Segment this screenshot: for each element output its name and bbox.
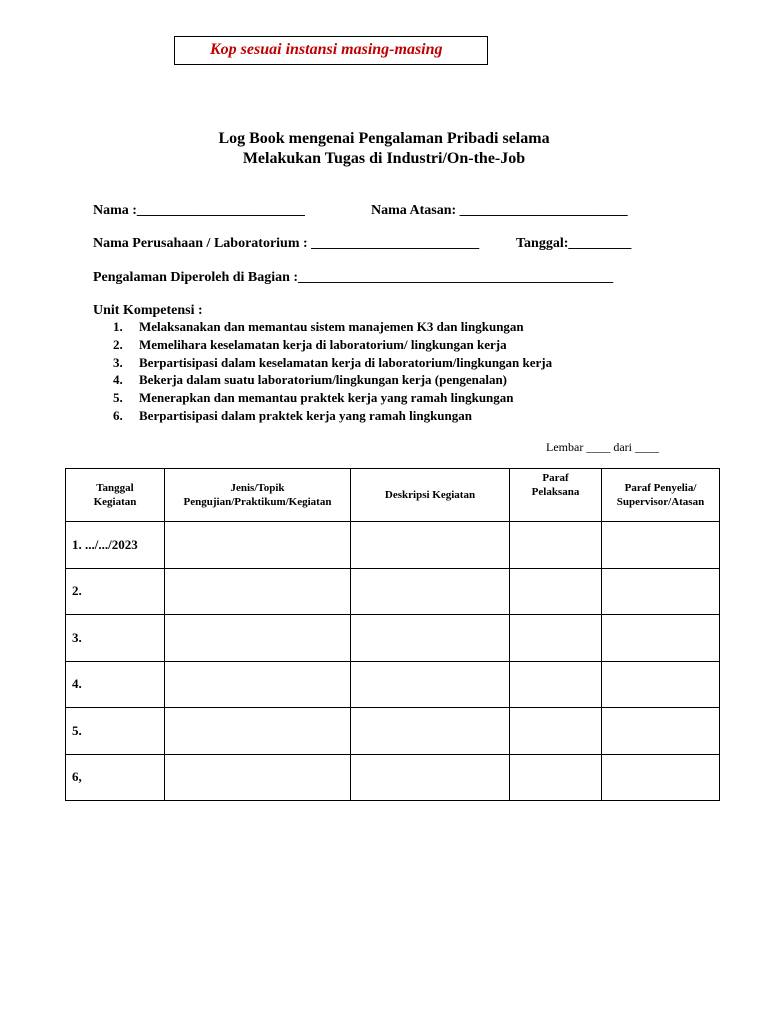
entry-cell[interactable]	[351, 568, 510, 615]
entry-cell[interactable]	[165, 522, 351, 569]
entry-cell[interactable]	[351, 708, 510, 755]
entry-cell[interactable]	[510, 708, 602, 755]
entry-cell[interactable]	[602, 661, 720, 708]
entry-cell[interactable]	[510, 568, 602, 615]
entry-cell[interactable]	[602, 568, 720, 615]
field-perusahaan-laboratorium[interactable]: Nama Perusahaan / Laboratorium : ________________________	[93, 236, 480, 251]
header-deskripsi-kegiatan: Deskripsi Kegiatan	[351, 469, 510, 522]
document-title-line-2: Melakukan Tugas di Industri/On-the-Job	[242, 150, 526, 167]
log-book-table	[65, 468, 720, 801]
document-title-line-1: Log Book mengenai Pengalaman Pribadi selama	[218, 130, 550, 147]
entry-cell[interactable]	[165, 708, 351, 755]
entry-cell[interactable]	[602, 754, 720, 801]
table-row	[66, 522, 720, 569]
entry-cell[interactable]	[165, 615, 351, 662]
entry-cell[interactable]	[351, 754, 510, 801]
table-header-row	[66, 469, 720, 522]
list-item: 6. Berpartisipasi dalam praktek kerja yang ramah lingkungan	[113, 407, 472, 423]
list-item: 3. Berpartisipasi dalam keselamatan kerja di laboratorium/lingkungan kerja	[113, 354, 553, 370]
header-paraf-penyelia: Paraf Penyelia/ Supervisor/Atasan	[602, 469, 720, 522]
header-jenis-topik: Jenis/Topik Pengujian/Praktikum/Kegiatan	[165, 469, 351, 522]
field-tanggal[interactable]: Tanggal:_________	[516, 236, 632, 251]
field-nama[interactable]: Nama :________________________	[93, 203, 305, 218]
entry-cell[interactable]	[510, 522, 602, 569]
row-date-cell[interactable]: 2.	[66, 568, 165, 615]
entry-cell[interactable]	[510, 661, 602, 708]
entry-cell[interactable]	[165, 661, 351, 708]
entry-cell[interactable]	[351, 522, 510, 569]
entry-cell[interactable]	[510, 615, 602, 662]
entry-cell[interactable]	[165, 568, 351, 615]
row-date-cell[interactable]: 3.	[66, 615, 165, 662]
table-row	[66, 615, 720, 662]
row-date-cell[interactable]: 1. .../.../2023	[66, 522, 165, 569]
letterhead-placeholder-box	[174, 36, 488, 65]
row-date-cell[interactable]: 5.	[66, 708, 165, 755]
list-item: 1. Melaksanakan dan memantau sistem manajemen K3 dan lingkungan	[113, 319, 524, 334]
field-nama-atasan[interactable]: Nama Atasan: ________________________	[371, 203, 628, 218]
unit-kompetensi-list	[113, 318, 552, 425]
row-date-cell[interactable]: 6,	[66, 754, 165, 801]
entry-cell[interactable]	[351, 661, 510, 708]
sheet-counter: Lembar ____ dari ____	[546, 440, 659, 454]
list-item: 4. Bekerja dalam suatu laboratorium/lingkungan kerja (pengenalan)	[113, 372, 508, 388]
entry-cell[interactable]	[510, 754, 602, 801]
field-pengalaman-bagian[interactable]: Pengalaman Diperoleh di Bagian :_____________________________________________	[93, 270, 614, 285]
letterhead-placeholder-text: Kop sesuai instansi masing-masing	[210, 41, 443, 58]
table-row	[66, 708, 720, 755]
entry-cell[interactable]	[602, 708, 720, 755]
entry-cell[interactable]	[602, 615, 720, 662]
header-tanggal-kegiatan: Tanggal Kegiatan	[66, 469, 165, 522]
table-row	[66, 568, 720, 615]
table-row	[66, 661, 720, 708]
header-paraf-pelaksana: Paraf Pelaksana	[510, 469, 602, 522]
entry-cell[interactable]	[602, 522, 720, 569]
list-item: 2. Memelihara keselamatan kerja di laboratorium/ lingkungan kerja	[113, 336, 507, 352]
table-row	[66, 754, 720, 801]
entry-cell[interactable]	[351, 615, 510, 662]
unit-kompetensi-title: Unit Kompetensi :	[93, 303, 203, 318]
row-date-cell[interactable]: 4.	[66, 661, 165, 708]
entry-cell[interactable]	[165, 754, 351, 801]
list-item: 5. Menerapkan dan memantau praktek kerja yang ramah lingkungan	[113, 390, 514, 406]
